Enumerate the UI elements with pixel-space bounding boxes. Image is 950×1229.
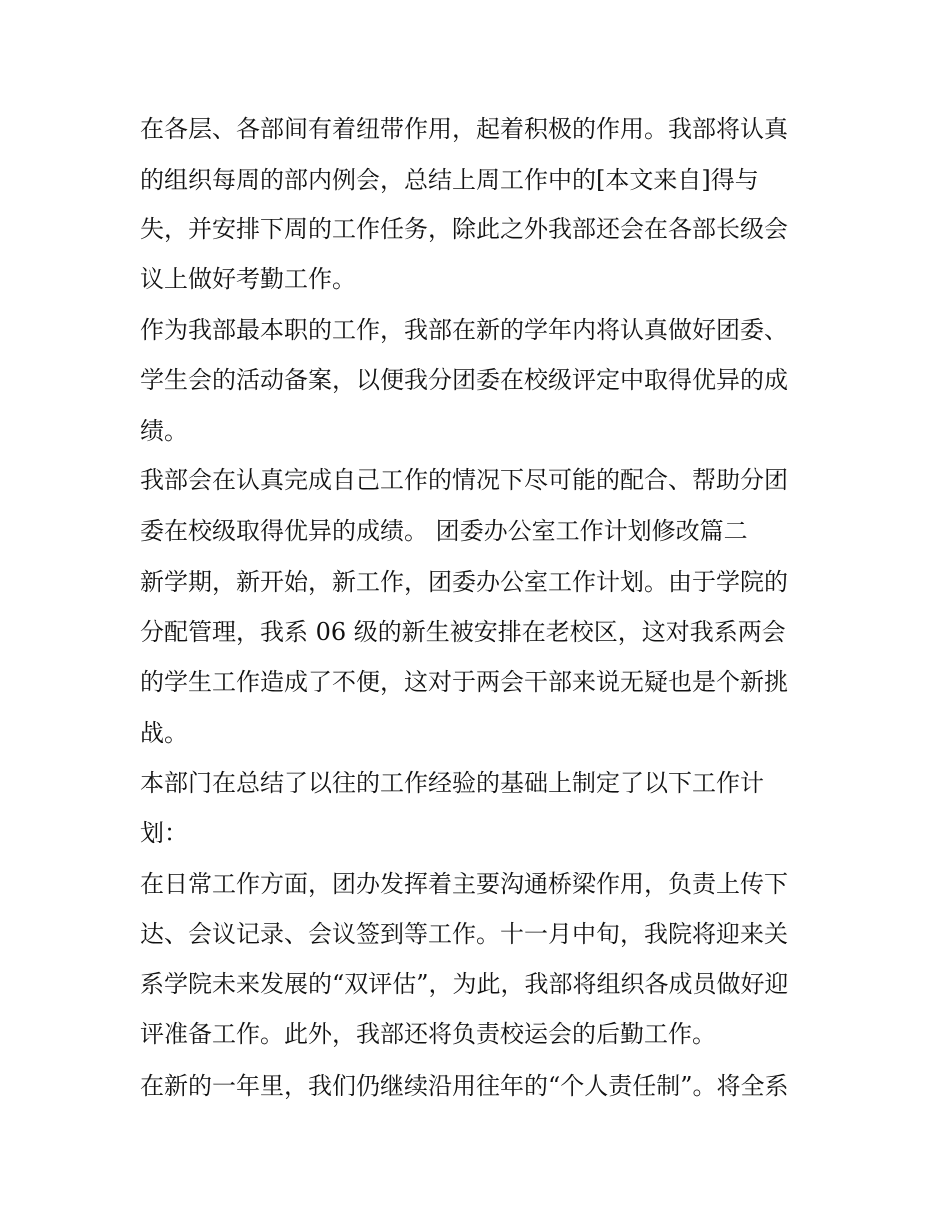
text-line: 在各层、各部间有着纽带作用，起着积极的作用。我部将认真 [140,115,788,143]
text-line: 划： [140,819,188,847]
text-line: 分配管理，我系 06 级的新生被安排在老校区，这对我系两会 [140,618,786,646]
text-line: 达、会议记录、会议签到等工作。十一月中旬，我院将迎来关 [140,920,788,948]
text-line: 在日常工作方面，团办发挥着主要沟通桥梁作用，负责上传下 [140,870,788,898]
text-line: 本部门在总结了以往的工作经验的基础上制定了以下工作计 [140,769,764,797]
text-line: 战。 [140,719,188,747]
text-line: 绩。 [140,417,188,445]
text-line: 学生会的活动备案，以便我分团委在校级评定中取得优异的成 [140,366,788,394]
text-line: 我部会在认真完成自己工作的情况下尽可能的配合、帮助分团 [140,466,788,494]
text-line: 的组织每周的部内例会，总结上周工作中的[本文来自]得与 [140,166,759,194]
text-line: 在新的一年里，我们仍继续沿用往年的“个人责任制”。将全系 [140,1072,789,1100]
text-line: 委在校级取得优异的成绩。 团委办公室工作计划修改篇二 [140,517,748,545]
text-line: 议上做好考勤工作。 [140,265,356,293]
text-line: 评准备工作。此外，我部还将负责校运会的后勤工作。 [140,1020,716,1048]
text-line: 作为我部最本职的工作，我部在新的学年内将认真做好团委、 [140,316,788,344]
text-line: 失，并安排下周的工作任务，除此之外我部还会在各部长级会 [140,215,788,243]
text-line: 系学院未来发展的“双评估”，为此，我部将组织各成员做好迎 [140,970,789,998]
text-line: 新学期，新开始，新工作，团委办公室工作计划。由于学院的 [140,568,788,596]
text-line: 的学生工作造成了不便，这对于两会干部来说无疑也是个新挑 [140,668,788,696]
